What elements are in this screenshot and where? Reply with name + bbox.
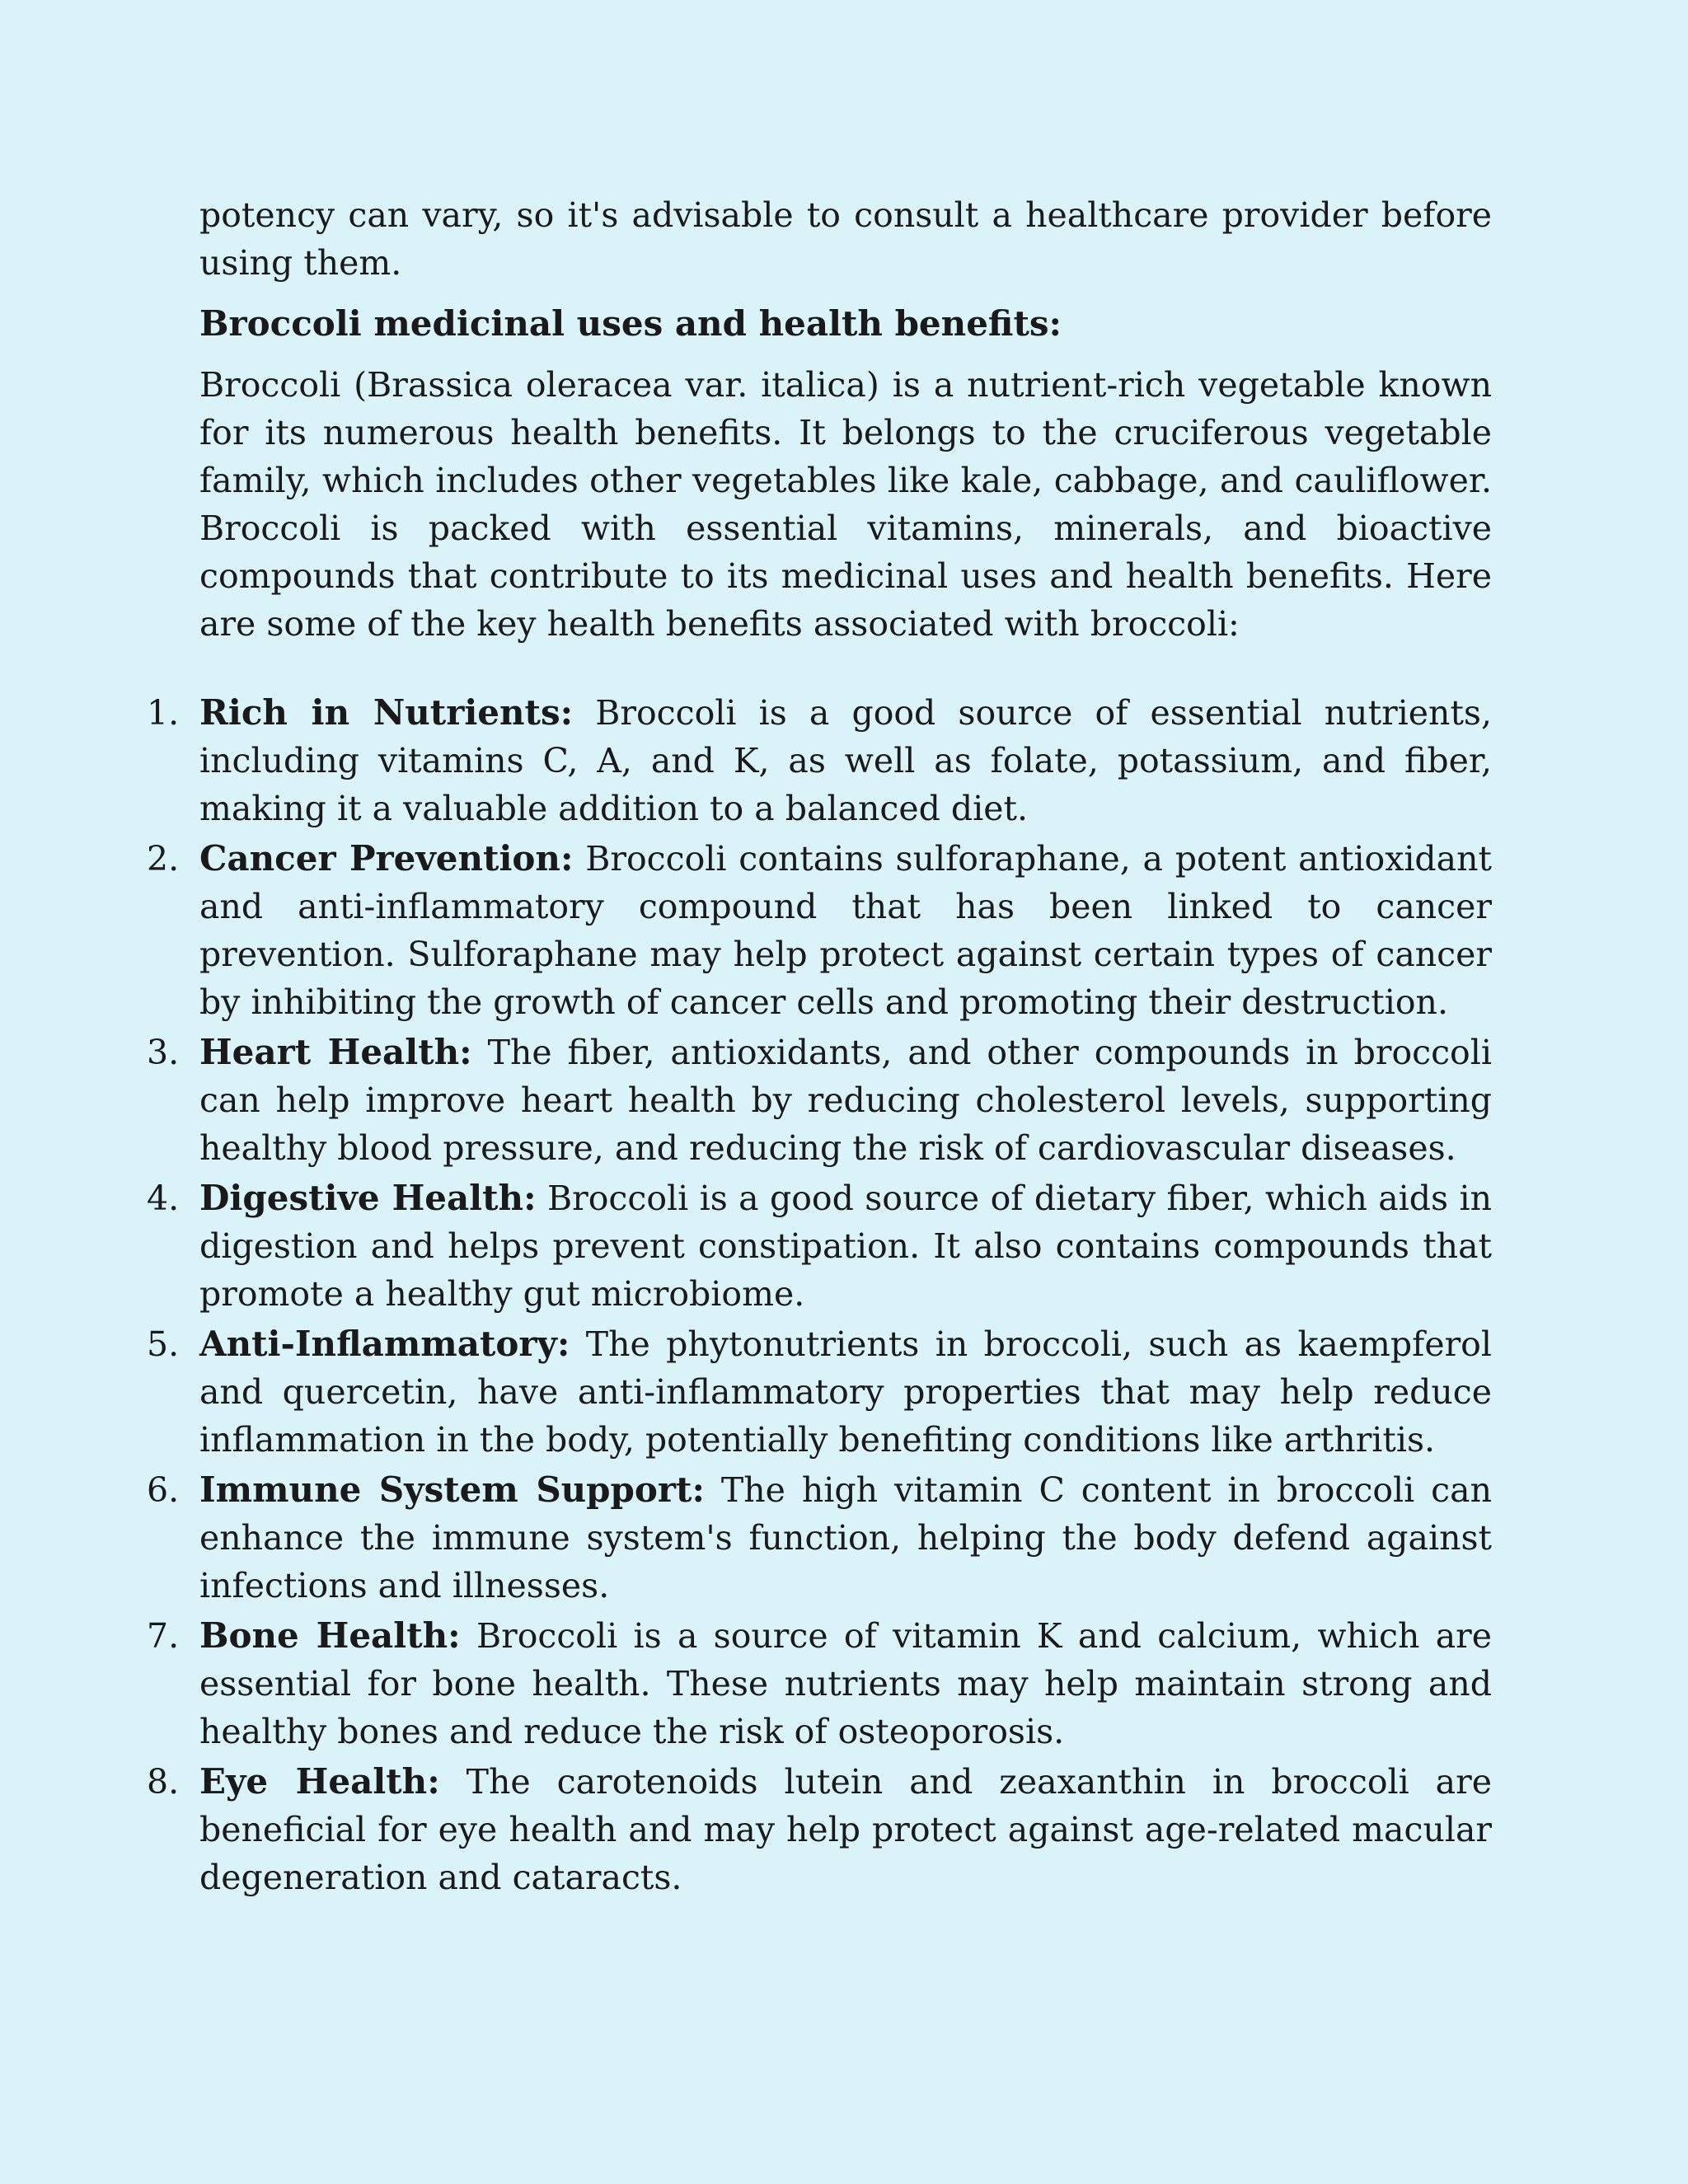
list-item-term: Heart Health:: [199, 1032, 472, 1072]
list-number: 4.: [147, 1179, 180, 1218]
list-item-text: The carotenoids lutein and zeaxanthin in broccoli are beneficial for eye health and may help protect against age-related macular degeneration and cataracts.: [199, 1762, 1492, 1897]
list-item-text: The phytonutrients in broccoli, such as kaempferol and quercetin, have anti-inflammatory properties that may help reduce inflammation in the body, potentially benefiting conditions like arthritis.: [199, 1324, 1492, 1460]
list-item: [147, 1174, 1492, 1318]
list-number: 2.: [147, 839, 180, 879]
intro-paragraph: potency can vary, so it's advisable to consult a healthcare provider before using them.: [199, 195, 1492, 283]
list-number: 3.: [147, 1033, 180, 1072]
list-item-term: Cancer Prevention:: [199, 838, 574, 879]
list-item-term: Bone Health:: [199, 1615, 461, 1656]
list-item-text: Broccoli is a good source of dietary fiber, which aids in digestion and helps prevent constipation. It also contains compounds that promote a healthy gut microbiome.: [199, 1179, 1492, 1314]
list-item-term: Anti-Inflammatory:: [199, 1324, 570, 1364]
list-item-text: Broccoli is a good source of essential nutrients, including vitamins C, A, and K, as well as folate, potassium, and fiber, making it a valuable addition to a balanced diet.: [199, 693, 1492, 828]
list-item-text: Broccoli is a source of vitamin K and calcium, which are essential for bone health. These nutrients may help maintain strong and healthy bones and reduce the risk of osteoporosis.: [199, 1616, 1492, 1751]
list-number: 6.: [147, 1470, 180, 1510]
list-item-term: Digestive Health:: [199, 1178, 537, 1218]
list-number: 5.: [147, 1324, 180, 1364]
list-number: 1.: [147, 693, 180, 733]
list-item: [147, 689, 1492, 832]
list-item-text: The fiber, antioxidants, and other compounds in broccoli can help improve heart health by reducing cholesterol levels, supporting healthy blood pressure, and reducing the risk of cardiovascular diseases.: [199, 1033, 1492, 1168]
section-heading: Broccoli medicinal uses and health benefits:: [199, 303, 1062, 344]
list-item-text: Broccoli contains sulforaphane, a potent antioxidant and anti-inflammatory compound that has been linked to cancer prevention. Sulforaphane may help protect against certain types of cancer by inhibiting the growth of cancer cells and promoting their destruction.: [199, 839, 1492, 1022]
list-item: [147, 1466, 1492, 1610]
list-item: [147, 1029, 1492, 1172]
list-item-term: Eye Health:: [199, 1761, 440, 1802]
list-item: [147, 1758, 1492, 1901]
list-item-term: Immune System Support:: [199, 1469, 705, 1510]
list-number: 8.: [147, 1762, 180, 1802]
document-page: [147, 191, 1492, 1904]
list-item-term: Rich in Nutrients:: [199, 692, 574, 733]
list-item: [147, 1320, 1492, 1464]
benefits-list: [147, 689, 1492, 1901]
list-item: [147, 1612, 1492, 1755]
list-item: [147, 835, 1492, 1026]
list-item-text: The high vitamin C content in broccoli can enhance the immune system's function, helping the body defend against infections and illnesses.: [199, 1470, 1492, 1605]
list-number: 7.: [147, 1616, 180, 1656]
body-paragraph: Broccoli (Brassica oleracea var. italica) is a nutrient-rich vegetable known for its numerous health benefits. It belongs to the cruciferous vegetable family, which includes other vegetables like kale, cabbage, and cauliflower. Broccoli is packed with essential vitamins, minerals, and bioactive compounds that contribute to its medicinal uses and health benefits. Here are some of the key health benefits associated with broccoli:: [199, 365, 1492, 644]
